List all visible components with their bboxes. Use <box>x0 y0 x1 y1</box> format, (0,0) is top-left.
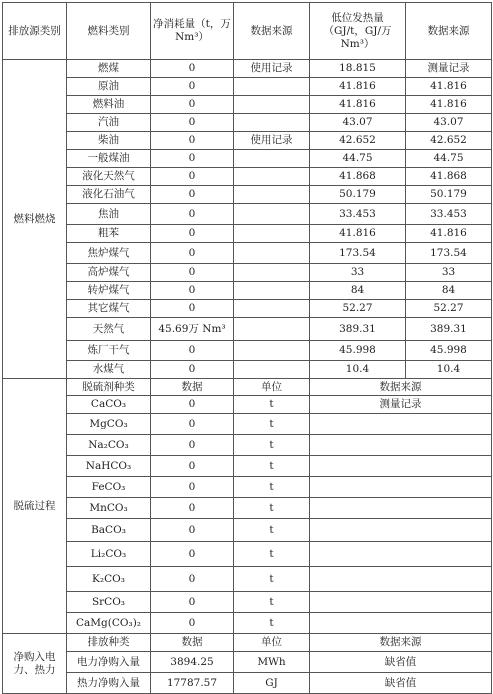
desulfurization-unit: t <box>234 542 310 567</box>
fuel-row <box>3 361 492 379</box>
section-label-fuel-combustion: 燃料燃烧 <box>3 60 67 379</box>
desulfurization-source <box>310 456 492 477</box>
desulfurization-row <box>3 477 492 498</box>
desulfurization-source <box>310 613 492 634</box>
fuel-consumption-source <box>234 204 310 225</box>
desulfurization-row <box>3 414 492 435</box>
desulfurization-row <box>3 613 492 634</box>
fuel-row <box>3 318 492 341</box>
fuel-ncv-source: 10.4 <box>406 361 492 379</box>
fuel-consumption: 0 <box>151 132 234 150</box>
fuel-consumption: 0 <box>151 243 234 264</box>
fuel-row <box>3 282 492 300</box>
fuel-consumption-source <box>234 341 310 361</box>
desulfurization-data: 0 <box>151 592 234 613</box>
fuel-row <box>3 96 492 114</box>
desulfurization-unit: t <box>234 435 310 456</box>
fuel-ncv-source: 389.31 <box>406 318 492 341</box>
fuel-row <box>3 78 492 96</box>
purchased-header-source: 数据来源 <box>310 634 492 652</box>
fuel-name: 转炉煤气 <box>67 282 151 300</box>
fuel-ncv: 41.816 <box>310 96 406 114</box>
desulfurization-agent: NaHCO₃ <box>67 456 151 477</box>
header-data-source-1: 数据来源 <box>234 3 310 60</box>
desulfurization-header-unit: 单位 <box>234 379 310 396</box>
section-label-desulfurization: 脱硫过程 <box>3 379 67 634</box>
fuel-row <box>3 300 492 318</box>
section-label-purchased-power-heat: 净购入电力、热力 <box>3 634 67 694</box>
desulfurization-unit: t <box>234 613 310 634</box>
fuel-ncv: 84 <box>310 282 406 300</box>
purchased-header-unit: 单位 <box>234 634 310 652</box>
fuel-row <box>3 114 492 132</box>
fuel-name: 柴油 <box>67 132 151 150</box>
fuel-ncv: 41.816 <box>310 225 406 243</box>
desulfurization-header-data: 数据 <box>151 379 234 396</box>
desulfurization-unit: t <box>234 396 310 414</box>
fuel-ncv-source: 42.652 <box>406 132 492 150</box>
fuel-name: 焦炉煤气 <box>67 243 151 264</box>
desulfurization-agent: CaCO₃ <box>67 396 151 414</box>
fuel-row <box>3 186 492 204</box>
fuel-consumption-source <box>234 282 310 300</box>
fuel-consumption-source <box>234 78 310 96</box>
fuel-name: 原油 <box>67 78 151 96</box>
fuel-row <box>3 264 492 282</box>
fuel-ncv: 41.868 <box>310 168 406 186</box>
desulfurization-data: 0 <box>151 567 234 592</box>
fuel-consumption-source <box>234 114 310 132</box>
fuel-ncv-source: 41.816 <box>406 78 492 96</box>
header-fuel-type: 燃料类别 <box>67 3 151 60</box>
fuel-consumption: 0 <box>151 78 234 96</box>
fuel-consumption: 0 <box>151 225 234 243</box>
desulfurization-data: 0 <box>151 435 234 456</box>
fuel-ncv: 50.179 <box>310 186 406 204</box>
fuel-consumption: 0 <box>151 168 234 186</box>
fuel-name: 炼厂干气 <box>67 341 151 361</box>
desulfurization-unit: t <box>234 592 310 613</box>
desulfurization-data: 0 <box>151 542 234 567</box>
fuel-consumption-source <box>234 186 310 204</box>
desulfurization-row <box>3 592 492 613</box>
fuel-consumption-source: 使用记录 <box>234 60 310 78</box>
desulfurization-unit: t <box>234 414 310 435</box>
fuel-row <box>3 132 492 150</box>
fuel-name: 水煤气 <box>67 361 151 379</box>
desulfurization-source <box>310 542 492 567</box>
fuel-ncv-source: 41.868 <box>406 168 492 186</box>
fuel-row <box>3 168 492 186</box>
fuel-name: 燃煤 <box>67 60 151 78</box>
fuel-ncv-source: 43.07 <box>406 114 492 132</box>
desulfurization-row <box>3 396 492 414</box>
desulfurization-data: 0 <box>151 477 234 498</box>
desulfurization-source <box>310 519 492 542</box>
header-data-source-2: 数据来源 <box>406 3 492 60</box>
desulfurization-source <box>310 592 492 613</box>
fuel-consumption: 0 <box>151 361 234 379</box>
desulfurization-unit: t <box>234 477 310 498</box>
fuel-name: 液化天然气 <box>67 168 151 186</box>
desulfurization-agent: Li₂CO₃ <box>67 542 151 567</box>
purchased-header-data: 数据 <box>151 634 234 652</box>
fuel-consumption: 0 <box>151 60 234 78</box>
fuel-name: 焦油 <box>67 204 151 225</box>
fuel-consumption: 0 <box>151 186 234 204</box>
desulfurization-source <box>310 414 492 435</box>
desulfurization-agent: MnCO₃ <box>67 498 151 519</box>
desulfurization-agent: K₂CO₃ <box>67 567 151 592</box>
fuel-row <box>3 341 492 361</box>
fuel-ncv: 52.27 <box>310 300 406 318</box>
fuel-ncv-source: 44.75 <box>406 150 492 168</box>
purchased-row <box>3 652 492 673</box>
fuel-ncv: 43.07 <box>310 114 406 132</box>
desulfurization-data: 0 <box>151 498 234 519</box>
desulfurization-agent: MgCO₃ <box>67 414 151 435</box>
fuel-consumption: 45.69万 Nm³ <box>151 318 234 341</box>
purchased-type: 热力净购入量 <box>67 673 151 694</box>
desulfurization-unit: t <box>234 498 310 519</box>
fuel-ncv: 18.815 <box>310 60 406 78</box>
purchased-source: 缺省值 <box>310 673 492 694</box>
purchased-header-row <box>3 634 492 652</box>
fuel-name: 粗苯 <box>67 225 151 243</box>
purchased-row <box>3 673 492 694</box>
desulfurization-unit: t <box>234 456 310 477</box>
desulfurization-agent: Na₂CO₃ <box>67 435 151 456</box>
fuel-consumption-source <box>234 150 310 168</box>
fuel-consumption: 0 <box>151 264 234 282</box>
desulfurization-row <box>3 498 492 519</box>
fuel-name: 高炉煤气 <box>67 264 151 282</box>
fuel-consumption-source <box>234 318 310 341</box>
fuel-ncv-source: 50.179 <box>406 186 492 204</box>
fuel-name: 天然气 <box>67 318 151 341</box>
fuel-ncv-source: 33 <box>406 264 492 282</box>
purchased-header-type: 排放种类 <box>67 634 151 652</box>
fuel-consumption: 0 <box>151 150 234 168</box>
fuel-consumption-source <box>234 168 310 186</box>
fuel-name: 其它煤气 <box>67 300 151 318</box>
desulfurization-data: 0 <box>151 396 234 414</box>
desulfurization-source: 测量记录 <box>310 396 492 414</box>
desulfurization-agent: BaCO₃ <box>67 519 151 542</box>
desulfurization-agent: FeCO₃ <box>67 477 151 498</box>
desulfurization-source <box>310 435 492 456</box>
desulfurization-row <box>3 567 492 592</box>
fuel-ncv: 33 <box>310 264 406 282</box>
fuel-ncv-source: 84 <box>406 282 492 300</box>
fuel-consumption-source <box>234 361 310 379</box>
header-row <box>3 3 492 60</box>
fuel-ncv: 10.4 <box>310 361 406 379</box>
desulfurization-agent: CaMg(CO₃)₂ <box>67 613 151 634</box>
desulfurization-header-agent: 脱硫剂种类 <box>67 379 151 396</box>
fuel-consumption-source <box>234 225 310 243</box>
fuel-ncv-source: 173.54 <box>406 243 492 264</box>
fuel-name: 液化石油气 <box>67 186 151 204</box>
fuel-consumption-source <box>234 300 310 318</box>
fuel-consumption: 0 <box>151 204 234 225</box>
purchased-source: 缺省值 <box>310 652 492 673</box>
fuel-ncv: 44.75 <box>310 150 406 168</box>
desulfurization-row <box>3 519 492 542</box>
fuel-consumption-source <box>234 96 310 114</box>
fuel-row <box>3 150 492 168</box>
header-source-category: 排放源类别 <box>3 3 67 60</box>
desulfurization-row <box>3 456 492 477</box>
desulfurization-agent: SrCO₃ <box>67 592 151 613</box>
fuel-ncv: 45.998 <box>310 341 406 361</box>
fuel-consumption: 0 <box>151 300 234 318</box>
fuel-consumption: 0 <box>151 341 234 361</box>
fuel-consumption: 0 <box>151 114 234 132</box>
desulfurization-row <box>3 435 492 456</box>
purchased-unit: MWh <box>234 652 310 673</box>
purchased-type: 电力净购入量 <box>67 652 151 673</box>
desulfurization-header-row <box>3 379 492 396</box>
desulfurization-data: 0 <box>151 613 234 634</box>
fuel-consumption: 0 <box>151 96 234 114</box>
desulfurization-source <box>310 567 492 592</box>
fuel-consumption: 0 <box>151 282 234 300</box>
fuel-consumption-source: 使用记录 <box>234 132 310 150</box>
fuel-name: 一般煤油 <box>67 150 151 168</box>
header-consumption: 净消耗量（t，万 Nm³） <box>151 3 234 60</box>
fuel-row <box>3 243 492 264</box>
desulfurization-row <box>3 542 492 567</box>
fuel-ncv-source: 33.453 <box>406 204 492 225</box>
fuel-ncv-source: 41.816 <box>406 225 492 243</box>
fuel-ncv: 33.453 <box>310 204 406 225</box>
purchased-data: 17787.57 <box>151 673 234 694</box>
fuel-ncv: 173.54 <box>310 243 406 264</box>
fuel-row <box>3 60 492 78</box>
fuel-consumption-source <box>234 264 310 282</box>
fuel-ncv-source: 41.816 <box>406 96 492 114</box>
desulfurization-unit: t <box>234 519 310 542</box>
desulfurization-data: 0 <box>151 519 234 542</box>
emission-data-table <box>2 2 492 694</box>
fuel-name: 汽油 <box>67 114 151 132</box>
fuel-row <box>3 225 492 243</box>
fuel-row <box>3 204 492 225</box>
desulfurization-data: 0 <box>151 414 234 435</box>
desulfurization-unit: t <box>234 567 310 592</box>
header-ncv: 低位发热量（GJ/t，GJ/万 Nm³） <box>310 3 406 60</box>
fuel-consumption-source <box>234 243 310 264</box>
desulfurization-source <box>310 498 492 519</box>
fuel-ncv: 389.31 <box>310 318 406 341</box>
fuel-ncv: 41.816 <box>310 78 406 96</box>
desulfurization-source <box>310 477 492 498</box>
desulfurization-data: 0 <box>151 456 234 477</box>
desulfurization-header-source: 数据来源 <box>310 379 492 396</box>
purchased-data: 3894.25 <box>151 652 234 673</box>
fuel-ncv: 42.652 <box>310 132 406 150</box>
fuel-name: 燃料油 <box>67 96 151 114</box>
fuel-ncv-source: 测量记录 <box>406 60 492 78</box>
fuel-ncv-source: 52.27 <box>406 300 492 318</box>
fuel-ncv-source: 45.998 <box>406 341 492 361</box>
purchased-unit: GJ <box>234 673 310 694</box>
